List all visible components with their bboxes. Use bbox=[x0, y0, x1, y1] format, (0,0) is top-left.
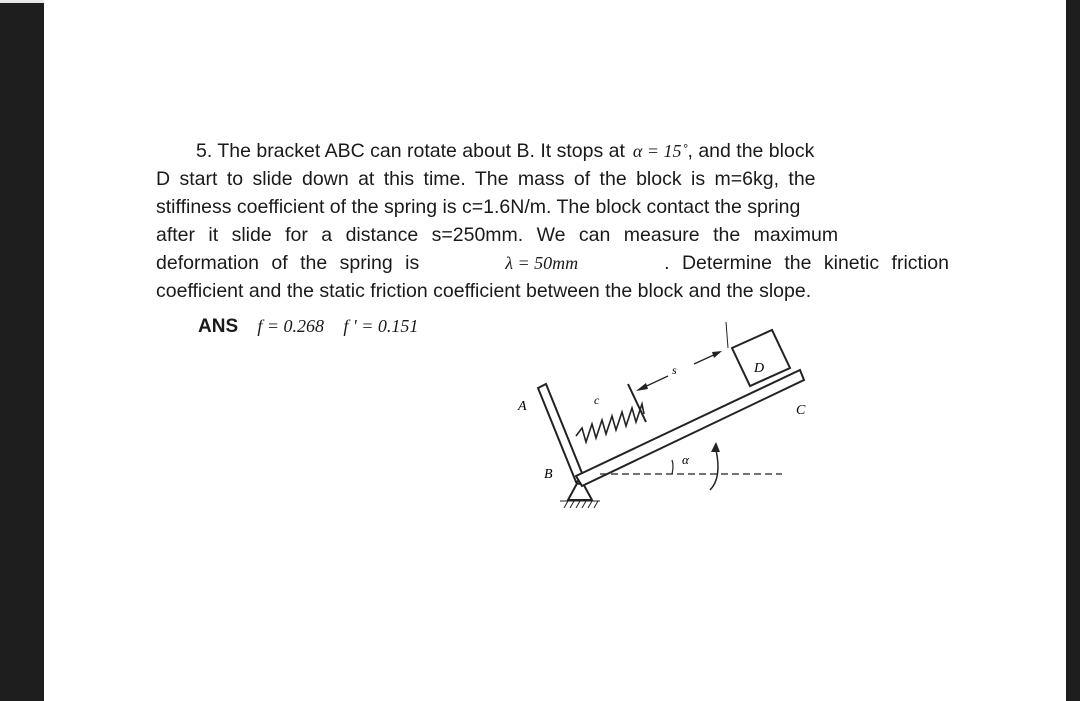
label-C: C bbox=[796, 403, 806, 418]
block-D-label: D bbox=[754, 361, 765, 376]
problem-text-segment: . Determine the kinetic friction bbox=[664, 252, 949, 274]
label-B: B bbox=[544, 467, 553, 482]
problem-line-4 bbox=[156, 221, 949, 249]
alpha-arc bbox=[672, 460, 673, 474]
problem-text-segment: stiffiness coefficient of the spring is c=1.6N/m. The block contact the spring bbox=[156, 196, 801, 218]
alpha-label: α bbox=[682, 452, 689, 467]
bracket-figure bbox=[510, 318, 810, 518]
answer-line bbox=[198, 316, 418, 338]
viewer-right-margin bbox=[1066, 0, 1080, 701]
answer-label: ANS bbox=[198, 316, 239, 337]
problem-text-segment: coefficient and the static friction coefficient between the block and the slope. bbox=[156, 280, 812, 302]
label-A: A bbox=[518, 399, 527, 414]
problem-text-segment: , and the block bbox=[687, 140, 815, 162]
problem-text bbox=[156, 137, 949, 305]
kinetic-friction-answer: f = 0.268 bbox=[257, 316, 325, 336]
s-extension-line bbox=[726, 322, 728, 348]
bracket-plank-BC bbox=[576, 370, 804, 486]
ground-support bbox=[560, 501, 600, 508]
problem-text-segment: deformation of the spring is bbox=[156, 252, 420, 274]
problem-text-segment: 5. The bracket ABC can rotate about B. It stops at bbox=[196, 140, 625, 162]
problem-line-1 bbox=[156, 137, 949, 165]
alpha-equation: α = 15˚ bbox=[632, 141, 688, 161]
spring bbox=[576, 404, 644, 442]
s-arrowhead-left bbox=[636, 383, 648, 391]
problem-line-5 bbox=[156, 249, 949, 277]
problem-text-segment: after it slide for a distance s=250mm. We can measure the maximum bbox=[156, 224, 839, 246]
s-label: s bbox=[672, 363, 677, 377]
problem-line-6 bbox=[156, 277, 949, 305]
rotation-arrow bbox=[710, 450, 718, 490]
block-D bbox=[732, 330, 790, 386]
static-friction-answer: f ' = 0.151 bbox=[343, 316, 419, 336]
label-c: c bbox=[594, 393, 600, 407]
lambda-equation: λ = 50mm bbox=[505, 253, 579, 273]
problem-text-segment: D start to slide down at this time. The mass of the block is m=6kg, the bbox=[156, 168, 816, 190]
rotation-arrowhead bbox=[711, 442, 720, 452]
problem-line-2 bbox=[156, 165, 949, 193]
problem-line-3 bbox=[156, 193, 949, 221]
s-arrowhead-right bbox=[712, 351, 722, 358]
